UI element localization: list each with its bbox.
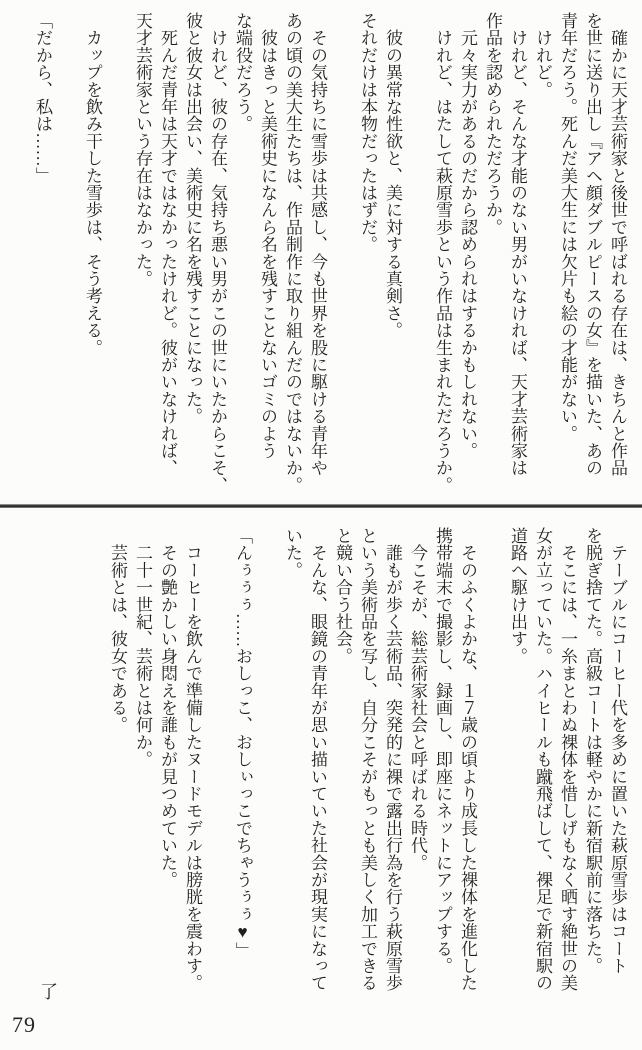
blank-line <box>405 12 430 505</box>
text-line: 二十一世紀、芸術とは何か。 <box>133 527 152 768</box>
blank-line <box>105 12 130 505</box>
text-line: 彼と彼女は出会い、美術史に名を残すことになった。 <box>183 12 202 425</box>
blank-line <box>480 527 505 1050</box>
text-line: 彼の異常な性欲と、美に対する真剣さ。 <box>383 12 402 339</box>
bottom-text-section <box>0 508 642 1050</box>
text-line: けれど。 <box>533 12 552 98</box>
text-line: その気持ちに雪歩は共感し、今も世界を股に駆ける青年や <box>308 12 327 477</box>
text-line: けれど、そんな才能のない男がいなければ、天才芸術家は <box>508 12 527 477</box>
text-line: 「んぅぅぅ……おしっこ、おしぃっこでちゃうぅぅ♥」 <box>233 527 252 959</box>
text-line: 道路へ駆け出す。 <box>508 527 527 665</box>
text-line: 元々実力があるのだから認められはするかもしれない。 <box>458 12 477 460</box>
text-line: テーブルにコーヒー代を多めに置いた萩原雪歩はコート <box>608 527 627 975</box>
page-number: 79 <box>12 1012 36 1037</box>
text-line: 誰もが歩く芸術品、突発的に裸で露出行為を行う萩原雪歩 <box>383 527 402 992</box>
text-line: 青年だろう。死んだ美大生には欠片も絵の才能がない。 <box>558 12 577 442</box>
text-line: 天才芸術家という存在はなかった。 <box>133 12 152 288</box>
text-line: あの頃の美大生たちは、作品制作に取り組んだのではないか。 <box>283 12 302 494</box>
text-line: 今こそが、総芸術家社会と呼ばれる時代。 <box>408 527 427 871</box>
text-line: を脱ぎ捨てた。高級コートは軽やかに新宿駅前に落ちた。 <box>583 527 602 975</box>
story-end-mark: 了 <box>40 982 58 1002</box>
text-line: カップを飲み干した雪歩は、そう考える。 <box>83 12 102 356</box>
text-line: 携帯端末で撮影し、録画し、即座にネットにアップする。 <box>433 527 452 975</box>
blank-line <box>255 527 280 1050</box>
text-line: その艶かしい身悶えを誰もが見つめていた。 <box>158 527 177 889</box>
text-line: 死んだ青年は天才ではなかったけれど。彼がいなければ、 <box>158 12 177 477</box>
text-line: 「だから、私は……」 <box>33 12 52 184</box>
text-line: そんな、眼鏡の青年が思い描いていた社会が現実になって <box>308 527 327 992</box>
blank-line <box>205 527 230 1050</box>
text-line: 作品を認められただろうか。 <box>483 12 502 236</box>
text-line: コーヒーを飲んで準備したヌードモデルは膀胱を震わす。 <box>183 527 202 992</box>
text-line: 確かに天才芸術家と後世で呼ばれる存在は、きちんと作品 <box>608 12 627 477</box>
text-line: そのふくよかな、１７歳の頃より成長した裸体を進化した <box>458 527 477 992</box>
text-line: と競い合う社会。 <box>333 527 352 665</box>
text-line: な端役だろう。 <box>233 12 252 133</box>
text-line: という美術品を写し、自分こそがもっとも美しく加工できる <box>358 527 377 992</box>
text-line: 彼はきっと美術史になんら名を残すことないゴミのよう <box>258 12 277 460</box>
text-line: いた。 <box>283 527 302 579</box>
blank-line <box>330 12 355 505</box>
text-line: 女が立っていた。ハイヒールも蹴飛ばして、裸足で新宿駅の <box>533 527 552 992</box>
text-line: そこには、一糸まとわぬ裸体を惜しげもなく晒す絶世の美 <box>558 527 577 992</box>
top-text-section <box>0 0 642 505</box>
text-line: それだけは本物だったはずだ。 <box>358 12 377 253</box>
text-line: けれど、はたして萩原雪歩という作品は生まれただろうか。 <box>433 12 452 494</box>
blank-line <box>55 12 80 505</box>
text-line: を世に送り出し『アヘ顔ダブルピースの女』を描いた、あの <box>583 12 602 477</box>
text-line: 芸術とは、彼女である。 <box>108 527 127 734</box>
text-line: けれど、彼の存在、気持ち悪い男がこの世にいたからこそ、 <box>208 12 227 494</box>
